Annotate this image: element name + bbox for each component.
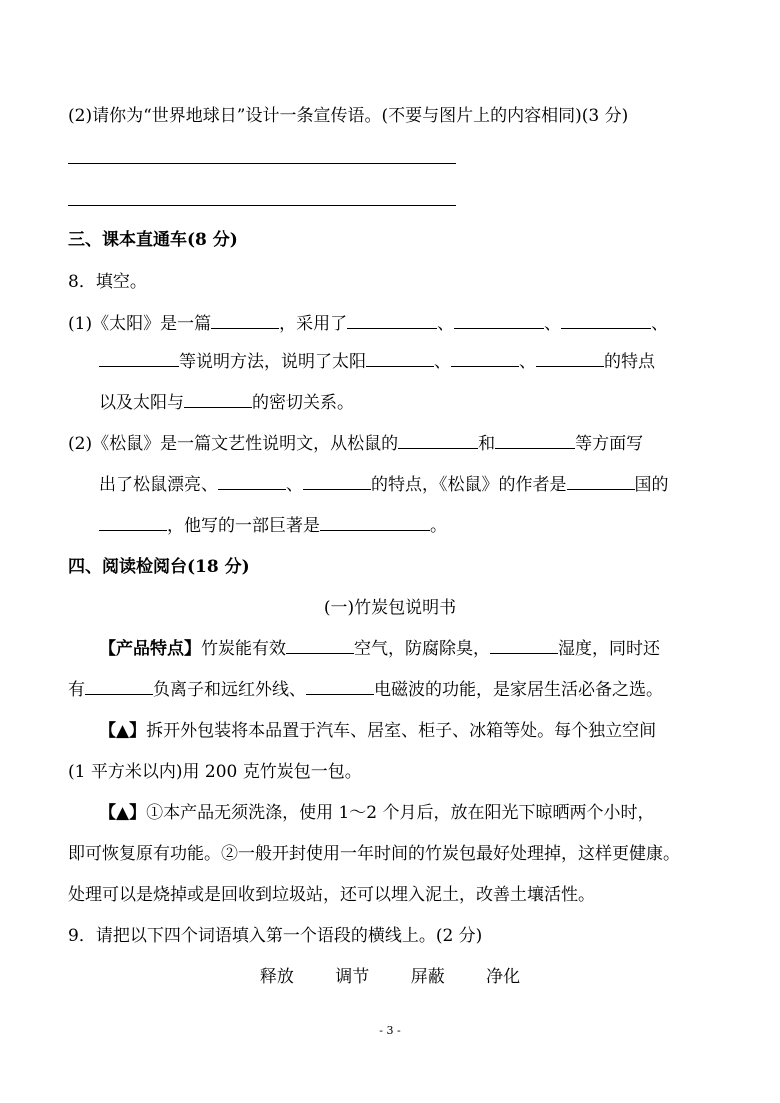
- blank[interactable]: [561, 312, 651, 329]
- blank[interactable]: [184, 391, 252, 408]
- blank[interactable]: [218, 473, 286, 490]
- blank[interactable]: [306, 678, 374, 695]
- blank[interactable]: [567, 473, 635, 490]
- paragraph-3-line2: 即可恢复原有功能。②一般开封使用一年时间的竹炭包最好处理掉，这样更健康。: [68, 844, 680, 864]
- question-8-2-line3: ，他写的一部巨著是 。: [99, 514, 447, 538]
- reading-title: (一)竹炭包说明书: [323, 598, 457, 618]
- blank[interactable]: [495, 432, 575, 449]
- word-4: 净化: [486, 967, 521, 987]
- blank[interactable]: [490, 637, 558, 654]
- blank[interactable]: [398, 432, 478, 449]
- blank[interactable]: [99, 514, 167, 531]
- blank[interactable]: [451, 350, 519, 367]
- section-3-heading: 三、课本直通车(8 分): [68, 230, 238, 250]
- question-7-2: (2)请你为“世界地球日”设计一条宣传语。(不要与图片上的内容相同)(3 分): [68, 106, 629, 126]
- paragraph-3-line3: 处理可以是烧掉或是回收到垃圾站，还可以埋入泥土，改善土壤活性。: [68, 885, 595, 905]
- blank[interactable]: [286, 637, 354, 654]
- paragraph-1-line1: 【产品特点】竹炭能有效 空气，防腐除臭， 湿度，同时还: [99, 639, 660, 659]
- question-8-1-line1: (1)《太阳》是一篇 ，采用了 、 、 、: [68, 314, 669, 334]
- blank[interactable]: [211, 312, 279, 329]
- question-8-2-line2: 出了松鼠漂亮、 、 的特点，《松鼠》的作者是 国的: [99, 475, 669, 495]
- word-bank: [0, 965, 780, 989]
- blank[interactable]: [320, 514, 430, 531]
- blank[interactable]: [303, 473, 371, 490]
- paragraph-1-line2: 有 负离子和远红外线、 电磁波的功能，是家居生活必备之选。: [68, 680, 663, 700]
- question-9: 9．请把以下四个词语填入第一个语段的横线上。(2 分): [68, 926, 483, 946]
- answer-line-1: [68, 163, 456, 164]
- blank[interactable]: [454, 312, 544, 329]
- question-8-2-line1: (2)《松鼠》是一篇文艺性说明文，从松鼠的 和 等方面写: [68, 434, 644, 454]
- word-1: 释放: [259, 967, 294, 987]
- blank[interactable]: [99, 350, 179, 367]
- question-8: 8．填空。: [68, 272, 147, 292]
- section-4-heading: 四、阅读检阅台(18 分): [68, 557, 250, 577]
- blank[interactable]: [85, 678, 153, 695]
- question-8-1-line3: 以及太阳与 的密切关系。: [99, 393, 354, 413]
- blank[interactable]: [366, 350, 434, 367]
- question-8-1-line2: 等说明方法，说明了太阳 、 、 的特点: [99, 350, 655, 374]
- blank[interactable]: [347, 312, 437, 329]
- word-2: 调节: [335, 967, 370, 987]
- page-number: - 3 -: [379, 1024, 401, 1037]
- paragraph-2-line2: (1 平方米以内)用 200 克竹炭包一包。: [68, 762, 362, 782]
- answer-line-2: [68, 205, 456, 206]
- word-3: 屏蔽: [410, 967, 445, 987]
- blank[interactable]: [536, 350, 604, 367]
- paragraph-3-line1: 【▲】①本产品无须洗涤，使用 1～2 个月后，放在阳光下晾晒两个小时，: [99, 803, 655, 823]
- paragraph-2-line1: 【▲】拆开外包装将本品置于汽车、居室、柜子、冰箱等处。每个独立空间: [99, 721, 657, 741]
